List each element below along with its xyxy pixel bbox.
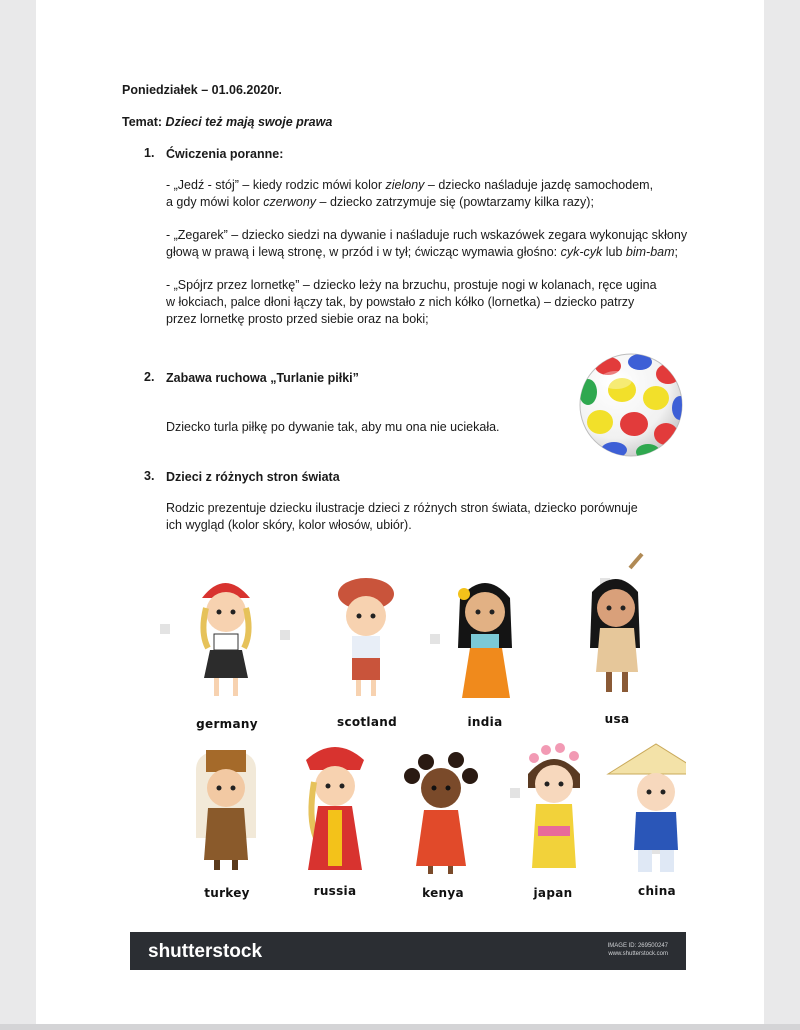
shutterstock-footer-bar — [130, 932, 686, 970]
child-kenya — [404, 752, 478, 874]
s1-paragraph-2-line-1: - „Zegarek” – dziecko siedzi na dywanie i naśladuje ruch wskazówek zegara wykonując skłony — [166, 228, 688, 242]
document-page — [36, 0, 764, 1024]
ball-image — [578, 352, 684, 458]
section-1-number: 1. — [144, 146, 155, 160]
child-japan — [528, 743, 580, 868]
date-line: Poniedziałek – 01.06.2020r. — [122, 83, 282, 97]
label-russia: russia — [313, 884, 357, 898]
s1-paragraph-1-line-1 — [166, 177, 653, 194]
topic-line — [122, 114, 332, 131]
image-id-label: IMAGE ID: 269500247 — [607, 943, 668, 949]
text-run: – dziecko zatrzymuje się (powtarzamy kilka razy); — [316, 195, 594, 209]
label-japan: japan — [533, 886, 573, 900]
topic-value: Dzieci też mają swoje prawa — [165, 115, 333, 129]
label-kenya: kenya — [422, 886, 464, 900]
s2-paragraph: Dziecko turla piłkę po dywanie tak, aby mu ona nie uciekała. — [166, 420, 500, 434]
text-run: a gdy mówi kolor — [166, 195, 264, 209]
child-turkey — [196, 750, 256, 870]
text-run: ; — [674, 245, 679, 259]
shutterstock-logo: shutterstock — [148, 941, 263, 962]
viewer-bottom-bar — [0, 1024, 800, 1030]
child-germany — [202, 583, 250, 696]
section-3-number: 3. — [144, 469, 155, 483]
text-run-italic: zielony — [385, 178, 425, 192]
label-turkey: turkey — [204, 886, 250, 900]
section-3-title: Dzieci z różnych stron świata — [166, 470, 340, 484]
text-run: lub — [602, 245, 626, 259]
text-run: głową w prawą i lewą stronę, w przód i w tył; ćwicząc wymawia głośno: — [166, 245, 561, 259]
s3-paragraph-line-1: Rodzic prezentuje dziecku ilustracje dzieci z różnych stron świata, dziecko porównuje — [166, 501, 638, 515]
s1-paragraph-1-line-2 — [166, 194, 594, 211]
s1-paragraph-2-line-2 — [166, 244, 678, 261]
s3-paragraph-line-2: ich wygląd (kolor skóry, kolor włosów, ubiór). — [166, 518, 412, 532]
child-usa — [590, 554, 642, 692]
label-scotland: scotland — [337, 715, 397, 729]
text-run: – dziecko naśladuje jazdę samochodem, — [424, 178, 654, 192]
text-run-italic: cyk-cyk — [560, 245, 603, 259]
s1-paragraph-3-line-2: w łokciach, palce dłoni łączy tak, by powstało z nich kółko (lornetka) – dziecko patrzy — [166, 295, 635, 309]
text-run: - „Jedź - stój” – kiedy rodzic mówi kolor — [166, 178, 386, 192]
section-2-number: 2. — [144, 370, 155, 384]
label-usa: usa — [604, 712, 630, 726]
children-of-the-world-illustration — [130, 538, 686, 932]
section-2-title: Zabawa ruchowa „Turlanie piłki” — [166, 371, 359, 385]
s1-paragraph-3-line-3: przez lornetkę prosto przed siebie oraz na boki; — [166, 312, 429, 326]
image-id-info — [608, 942, 668, 958]
text-run-italic: czerwony — [263, 195, 317, 209]
label-india: india — [467, 715, 503, 729]
child-china — [608, 744, 686, 872]
s1-paragraph-3-line-1: - „Spójrz przez lornetkę” – dziecko leży na brzuchu, prostuje nogi w kolanach, ręce ugina — [166, 278, 657, 292]
child-scotland — [338, 578, 394, 696]
label-germany: germany — [196, 717, 258, 731]
text-run-italic: bim-bam — [625, 245, 675, 259]
section-1-title: Ćwiczenia poranne: — [166, 147, 284, 161]
image-site: www.shutterstock.com — [608, 951, 668, 957]
children-drawing — [130, 538, 686, 932]
topic-label: Temat: — [122, 115, 163, 129]
label-china: china — [638, 884, 676, 898]
child-india — [458, 583, 512, 698]
child-russia — [306, 747, 364, 870]
